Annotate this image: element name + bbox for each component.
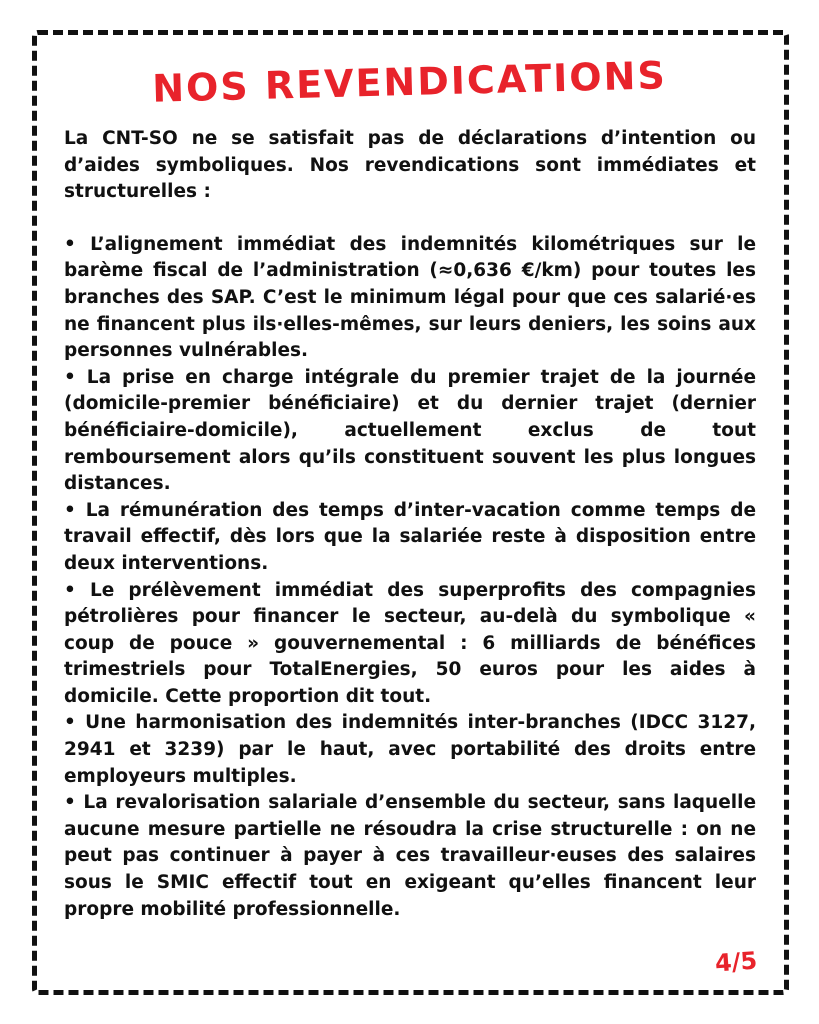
demand-item-1: • L’alignement immédiat des indemnités kilométriques sur le barème fiscal de l’administration (≈0,636 €/km) pour toutes les branches des SAP. C’est le minimum légal pour que ces salarié·es ne financent plus ils·elles-mêmes, sur leurs deniers, les soins aux personnes vulnérables. xyxy=(64,233,756,362)
content-body xyxy=(64,126,756,923)
demand-item-3: • La rémunération des temps d’inter-vacation comme temps de travail effectif, dès lors que la salariée reste à disposition entre deux interventions. xyxy=(64,499,756,574)
demand-item-5: • Une harmonisation des indemnités inter-branches (IDCC 3127, 2941 et 3239) par le haut, avec portabilité des droits entre employeurs multiples. xyxy=(64,712,756,787)
demand-item-4: • Le prélèvement immédiat des superprofits des compagnies pétrolières pour financer le secteur, au-delà du symbolique « coup de pouce » gouvernemental : 6 milliards de bénéfices trimestriels pour TotalEnergies, 50 euros pour les aides à domicile. Cette proportion dit tout. xyxy=(64,579,756,707)
demand-item-2: • La prise en charge intégrale du premier trajet de la journée (domicile-premier bénéficiaire) et du dernier trajet (dernier bénéficiaire-domicile), actuellement exclus de tout remboursement alors qu’ils constituent souvent les plus longues distances. xyxy=(64,366,756,495)
page-title: NOS REVENDICATIONS xyxy=(151,53,668,111)
demand-item-6: • La revalorisation salariale d’ensemble du secteur, sans laquelle aucune mesure partielle ne résoudra la crise structurelle : on ne peut pas continuer à payer à ces travailleur·euses des salaires sous le SMIC effectif tout en exigeant qu’elles financent leur propre mobilité professionnelle. xyxy=(64,792,756,920)
page-number: 4/5 xyxy=(713,946,758,978)
intro-paragraph: La CNT-SO ne se satisfait pas de déclarations d’intention ou d’aides symboliques. Nos revendications sont immédiates et structurelles : xyxy=(64,128,756,203)
